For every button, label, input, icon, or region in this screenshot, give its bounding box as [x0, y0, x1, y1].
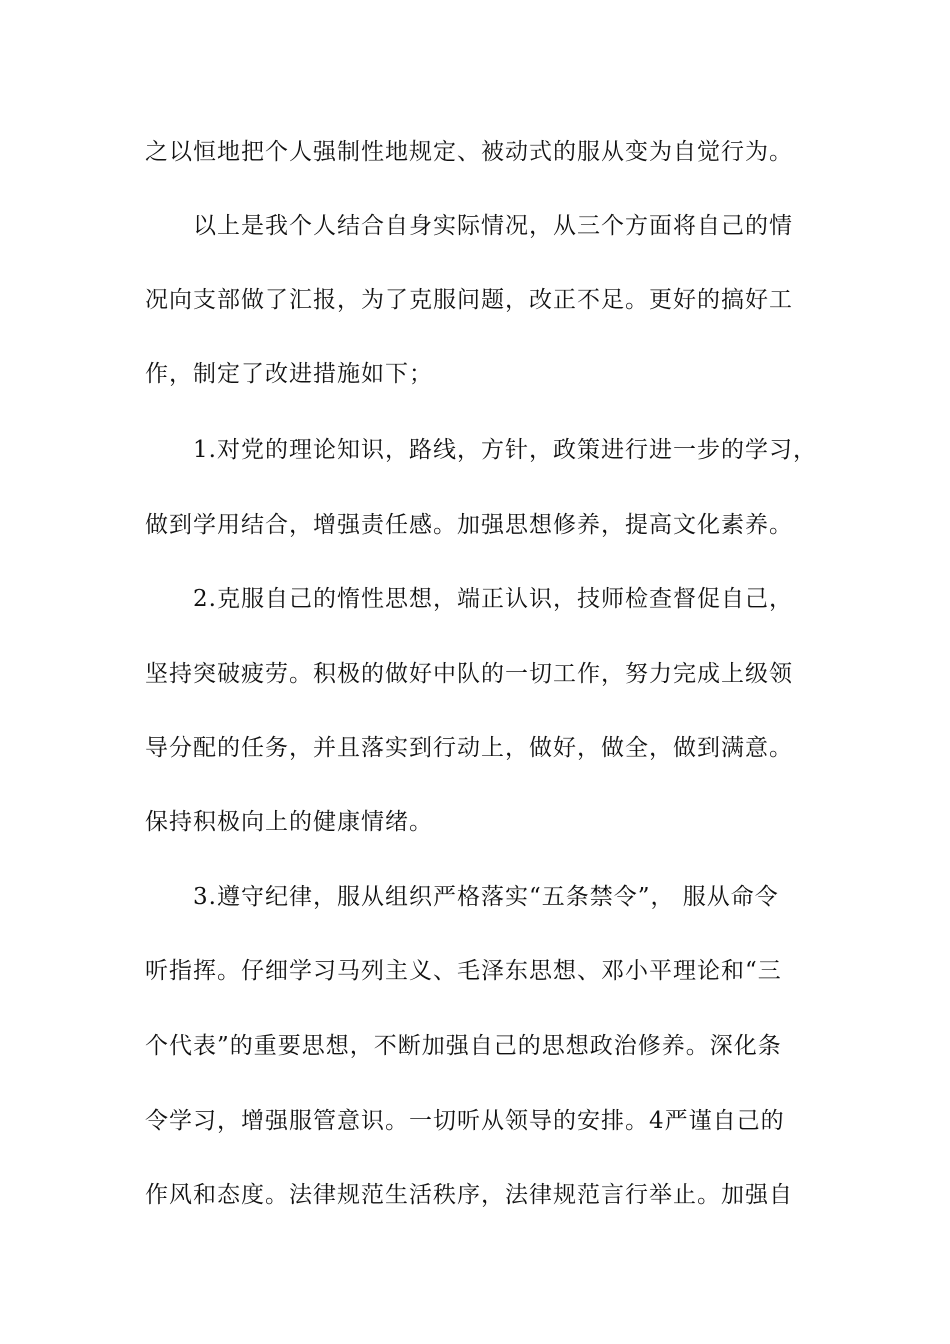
text-line: 坚持突破疲劳。积极的做好中队的一切工作，努力完成上级领 [145, 661, 793, 687]
text-line: 之以恒地把个人强制性地规定、被动式的服从变为自觉行为。 [145, 139, 793, 165]
text-line: 1.对党的理论知识，路线，方针，政策进行进一步的学习， [193, 437, 817, 463]
text-line: 保持积极向上的健康情绪。 [145, 809, 433, 835]
text-line: 个代表”的重要思想，不断加强自己的思想政治修养。深化条 [145, 1033, 782, 1059]
text-line: 2.克服自己的惰性思想，端正认识，技师检查督促自己， [193, 586, 793, 612]
text-line: 做到学用结合，增强责任感。加强思想修养，提高文化素养。 [145, 512, 793, 538]
text-line: 令学习，增强服管意识。一切听从领导的安排。4严谨自己的 [145, 1108, 785, 1134]
text-line: 导分配的任务，并且落实到行动上，做好，做全，做到满意。 [145, 735, 793, 761]
text-line: 3.遵守纪律，服从组织严格落实“五条禁令”， 服从命令 [193, 884, 779, 910]
text-line: 作，制定了改进措施如下； [145, 361, 433, 387]
text-line: 以上是我个人结合自身实际情况，从三个方面将自己的情 [193, 213, 793, 239]
text-line: 况向支部做了汇报，为了克服问题，改正不足。更好的搞好工 [145, 287, 793, 313]
text-line: 作风和态度。法律规范生活秩序，法律规范言行举止。加强自 [145, 1182, 793, 1208]
text-line: 听指挥。仔细学习马列主义、毛泽东思想、邓小平理论和“三 [145, 958, 782, 984]
